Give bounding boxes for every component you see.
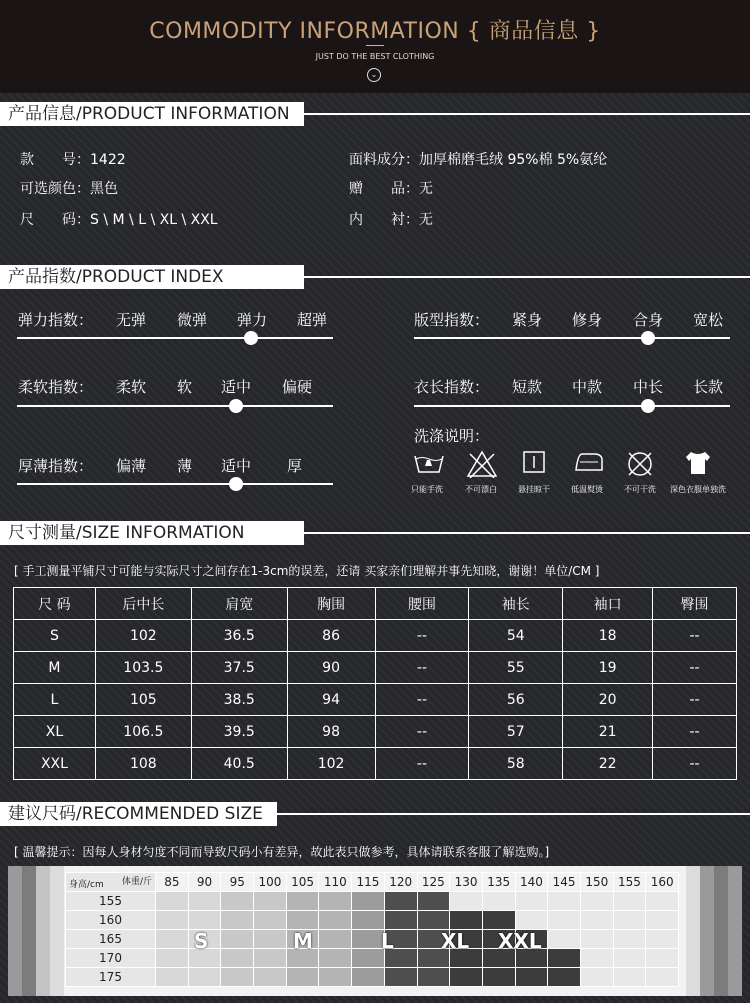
table-cell: 18 — [563, 620, 653, 652]
fit-option: 宽松 — [693, 311, 724, 329]
softness-option: 柔软 — [116, 378, 147, 396]
size-table — [13, 587, 737, 780]
section-title-size-info: 尺寸测量/SIZE INFORMATION — [0, 521, 304, 545]
table-cell: 57 — [469, 716, 563, 748]
table-cell: 55 — [469, 652, 563, 684]
lining: 内 衬：无 — [349, 212, 433, 228]
grid-header-row — [66, 873, 679, 892]
elasticity-option: 无弹 — [116, 311, 147, 329]
height-cell: 165 — [66, 930, 156, 949]
table-cell: 19 — [563, 652, 653, 684]
wash-caption: 深色衣服单独洗 — [670, 485, 726, 494]
table-row — [14, 716, 737, 748]
header-divider — [366, 45, 384, 46]
table-row — [14, 652, 737, 684]
hang-dry-icon — [522, 450, 546, 474]
table-cell: -- — [653, 652, 737, 684]
weight-cell: 115 — [352, 873, 385, 892]
table-cell: -- — [653, 620, 737, 652]
wash-caption: 不可干洗 — [624, 485, 656, 494]
table-header-row — [14, 588, 737, 620]
weight-cell: 105 — [286, 873, 319, 892]
wash-caption: 低温熨烫 — [571, 485, 603, 494]
fit-slider — [414, 337, 730, 339]
table-cell: M — [14, 652, 96, 684]
table-cell: -- — [375, 748, 469, 780]
weight-cell: 160 — [646, 873, 679, 892]
table-cell: 102 — [95, 620, 191, 652]
table-cell: 38.5 — [191, 684, 287, 716]
thickness-option: 薄 — [177, 457, 193, 475]
table-cell: 40.5 — [191, 748, 287, 780]
elasticity-option: 超弹 — [297, 311, 328, 329]
elasticity-option: 微弹 — [177, 311, 208, 329]
weight-cell: 120 — [384, 873, 417, 892]
softness-knob — [229, 399, 243, 413]
length-option: 长款 — [693, 378, 724, 396]
table-header-cell: 肩宽 — [191, 588, 287, 620]
thickness-slider — [17, 483, 333, 485]
table-cell: 98 — [287, 716, 375, 748]
size-label-l: L — [381, 929, 394, 953]
table-cell: -- — [653, 684, 737, 716]
length-slider — [414, 405, 730, 407]
table-cell: -- — [653, 748, 737, 780]
length-option: 短款 — [512, 378, 543, 396]
wash-label: 洗涤说明： — [414, 427, 490, 445]
elasticity-slider — [17, 337, 333, 339]
weight-cell: 150 — [580, 873, 613, 892]
weight-cell: 85 — [156, 873, 189, 892]
table-cell: -- — [375, 620, 469, 652]
table-cell: 58 — [469, 748, 563, 780]
elasticity-knob — [244, 331, 258, 345]
weight-cell: 135 — [482, 873, 515, 892]
table-cell: 20 — [563, 684, 653, 716]
fit-label: 版型指数： — [414, 311, 490, 329]
softness-label: 柔软指数： — [18, 378, 94, 396]
table-header-cell: 袖长 — [469, 588, 563, 620]
table-cell: 86 — [287, 620, 375, 652]
weight-cell: 95 — [221, 873, 254, 892]
thickness-knob — [229, 477, 243, 491]
grid-row — [66, 968, 679, 987]
thickness-option: 厚 — [287, 457, 303, 475]
softness-slider — [17, 405, 333, 407]
weight-cell: 145 — [548, 873, 581, 892]
wash-separately-icon — [683, 450, 713, 476]
recommend-note: [ 温馨提示：因每人身材匀度不同而导致尺码小有差异，故此表只做参考，具体请联系客服了解选购。] — [14, 845, 550, 859]
hand-wash-icon — [413, 450, 445, 476]
table-header-cell: 袖口 — [563, 588, 653, 620]
thickness-option: 适中 — [221, 457, 252, 475]
no-dry-clean-icon — [625, 450, 655, 480]
table-cell: 21 — [563, 716, 653, 748]
table-cell: -- — [375, 652, 469, 684]
height-cell: 160 — [66, 911, 156, 930]
header-title: COMMODITY INFORMATION { 商品信息 } — [149, 19, 601, 44]
table-header-cell: 尺 码 — [14, 588, 96, 620]
table-cell: XL — [14, 716, 96, 748]
grid-row — [66, 892, 679, 911]
table-row — [14, 748, 737, 780]
fit-option: 紧身 — [512, 311, 543, 329]
table-header-cell: 胸围 — [287, 588, 375, 620]
table-cell: 56 — [469, 684, 563, 716]
elasticity-label: 弹力指数： — [18, 311, 94, 329]
section-title-product-index: 产品指数/PRODUCT INDEX — [0, 265, 304, 289]
grid-row — [66, 911, 679, 930]
table-cell: 108 — [95, 748, 191, 780]
size-label-xl: XL — [441, 929, 470, 953]
fit-option: 修身 — [572, 311, 603, 329]
weight-cell: 130 — [450, 873, 483, 892]
table-cell: 94 — [287, 684, 375, 716]
table-cell: 36.5 — [191, 620, 287, 652]
table-cell: 106.5 — [95, 716, 191, 748]
grid-row — [66, 949, 679, 968]
table-cell: S — [14, 620, 96, 652]
table-cell: -- — [375, 684, 469, 716]
length-label: 衣长指数： — [414, 378, 490, 396]
table-cell: 103.5 — [95, 652, 191, 684]
table-header-cell: 后中长 — [95, 588, 191, 620]
style-number: 款 号：1422 — [20, 152, 126, 168]
weight-cell: 125 — [417, 873, 450, 892]
weight-cell: 90 — [188, 873, 221, 892]
length-option: 中长 — [633, 378, 664, 396]
size-note: [ 手工测量平铺尺寸可能与实际尺寸之间存在1-3cm的误差，还请 买家亲们理解并事先知晓，谢谢！单位/CM ] — [14, 564, 600, 578]
height-cell: 175 — [66, 968, 156, 987]
table-cell: 54 — [469, 620, 563, 652]
size-label-m: M — [293, 929, 313, 953]
length-knob — [641, 399, 655, 413]
thickness-label: 厚薄指数： — [18, 457, 94, 475]
fit-knob — [641, 331, 655, 345]
grid-row — [66, 930, 679, 949]
wash-caption: 只能手洗 — [411, 485, 443, 494]
size-label-xxl: XXL — [498, 929, 542, 953]
gift: 赠 品：无 — [349, 181, 433, 197]
weight-cell: 155 — [613, 873, 646, 892]
fabric-composition: 面料成分：加厚棉磨毛绒 95%棉 5%氨纶 — [349, 152, 608, 168]
weight-cell: 140 — [515, 873, 548, 892]
table-row — [14, 620, 737, 652]
table-row — [14, 684, 737, 716]
section-title-product-info: 产品信息/PRODUCT INFORMATION — [0, 102, 304, 126]
weight-cell: 110 — [319, 873, 352, 892]
table-cell: 90 — [287, 652, 375, 684]
grid-corner: 体重/斤 身高/cm — [66, 873, 156, 892]
weight-cell: 100 — [254, 873, 287, 892]
table-cell: 105 — [95, 684, 191, 716]
wash-caption: 悬挂晾干 — [518, 485, 550, 494]
header-banner — [0, 0, 750, 93]
table-cell: 37.5 — [191, 652, 287, 684]
header-subtitle: JUST DO THE BEST CLOTHING — [315, 52, 435, 61]
thickness-option: 偏薄 — [116, 457, 147, 475]
table-cell: -- — [653, 716, 737, 748]
table-header-cell: 臀围 — [653, 588, 737, 620]
softness-option: 偏硬 — [282, 378, 313, 396]
size-label-s: S — [194, 929, 209, 953]
table-cell: 39.5 — [191, 716, 287, 748]
no-bleach-icon — [466, 450, 498, 478]
fit-option: 合身 — [633, 311, 664, 329]
table-cell: L — [14, 684, 96, 716]
softness-option: 适中 — [221, 378, 252, 396]
table-cell: 22 — [563, 748, 653, 780]
table-cell: 102 — [287, 748, 375, 780]
table-header-cell: 腰围 — [375, 588, 469, 620]
chevron-down-icon: ⌄ — [367, 68, 381, 82]
softness-option: 软 — [177, 378, 193, 396]
size-option: 尺 码：S \ M \ L \ XL \ XXL — [20, 212, 218, 228]
length-option: 中款 — [572, 378, 603, 396]
recommend-grid — [65, 872, 679, 987]
color-option: 可选颜色：黑色 — [20, 181, 118, 197]
section-title-recommended: 建议尺码/RECOMMENDED SIZE — [0, 802, 277, 826]
table-cell: -- — [375, 716, 469, 748]
height-cell: 155 — [66, 892, 156, 911]
table-cell: XXL — [14, 748, 96, 780]
wash-caption: 不可漂白 — [465, 485, 497, 494]
height-cell: 170 — [66, 949, 156, 968]
iron-low-icon — [572, 450, 606, 474]
elasticity-option: 弹力 — [237, 311, 268, 329]
